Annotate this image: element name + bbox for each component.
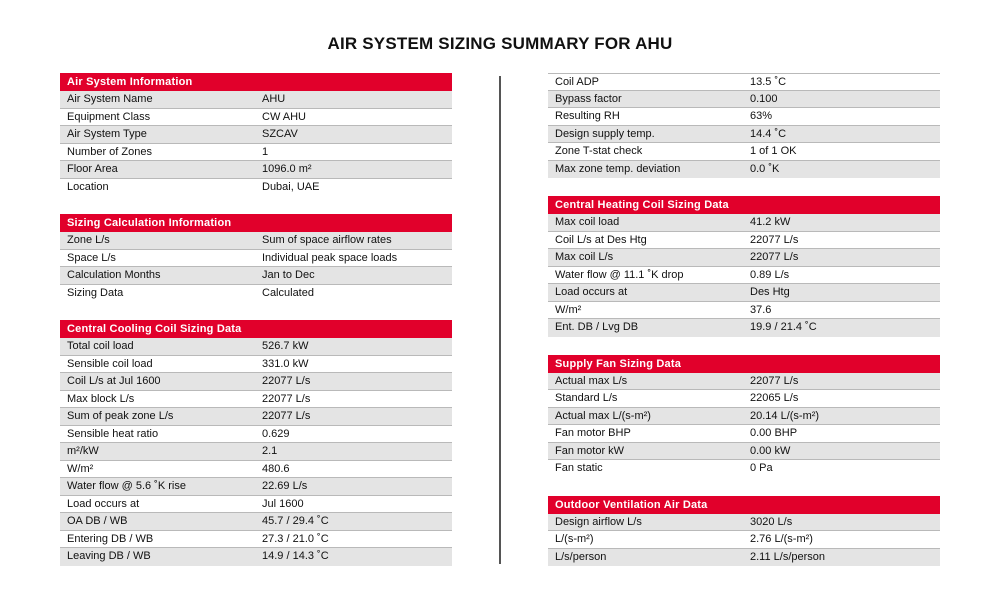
row-value: 2.1 [262,445,278,457]
row-label: Max coil load [555,216,620,228]
row-label: Leaving DB / WB [67,550,151,562]
row-label: Coil L/s at Des Htg [555,233,647,246]
table-row [60,531,452,549]
table-row [548,302,940,320]
table-row [60,161,452,179]
row-value: 22077 L/s [750,251,799,263]
row-label: Fan motor kW [555,444,625,457]
row-value: CW AHU [262,110,306,123]
row-value: 45.7 / 29.4 ˚C [262,515,329,527]
section-header: Sizing Calculation Information [60,214,452,232]
table-row [60,391,452,409]
row-value: 22077 L/s [262,392,311,405]
row-label: Zone T-stat check [555,145,643,157]
row-label: Coil L/s at Jul 1600 [67,375,161,387]
row-value: SZCAV [262,128,298,140]
row-value: 22077 L/s [262,410,311,422]
table-row [60,267,452,285]
row-label: Equipment Class [67,110,151,123]
row-label: Sizing Data [67,286,124,299]
row-label: Water flow @ 11.1 ˚K drop [555,268,684,281]
row-label: m²/kW [67,445,99,457]
row-value: Des Htg [750,286,790,298]
row-label: Design supply temp. [555,127,655,140]
row-label: Sensible coil load [67,357,153,370]
table-row [548,408,940,426]
row-value: Jul 1600 [262,497,304,510]
table-row [60,496,452,514]
table-row [548,425,940,443]
section-central-heating-coil-sizing-data [548,196,940,337]
row-value: 0.00 kW [750,444,791,457]
section-header: Outdoor Ventilation Air Data [548,496,940,514]
table-row [60,250,452,268]
section-header: Air System Information [60,73,452,91]
row-label: Bypass factor [555,92,622,105]
row-value: 20.14 L/(s-m²) [750,409,820,422]
row-value: 14.4 ˚C [750,127,787,140]
table-row [60,338,452,356]
table-row [548,267,940,285]
row-value: AHU [262,93,286,105]
row-value: 0.00 BHP [750,427,798,439]
row-label: Coil ADP [555,76,600,88]
row-label: Sum of peak zone L/s [67,410,174,422]
table-row [548,126,940,144]
table-row [548,284,940,302]
table-row [548,91,940,109]
table-row [548,549,940,567]
table-row [548,460,940,478]
row-value: 1 of 1 OK [750,145,797,157]
table-row [60,126,452,144]
row-value: Calculated [262,286,314,299]
section-header: Supply Fan Sizing Data [548,355,940,373]
row-value: 0.100 [750,92,778,105]
row-value: 41.2 kW [750,216,791,228]
row-value: 37.6 [750,303,772,316]
page-title: AIR SYSTEM SIZING SUMMARY FOR AHU [327,34,673,53]
row-value: 63% [750,110,773,122]
row-value: 480.6 [262,462,290,475]
row-value: Dubai, UAE [262,180,320,193]
row-value: 526.7 kW [262,340,309,352]
section-cooling-coil-continued [548,73,940,178]
row-value: Jan to Dec [262,269,315,281]
table-row [60,232,452,250]
row-value: 3020 L/s [750,515,793,528]
table-row [60,144,452,162]
table-row [60,373,452,391]
table-row [60,91,452,109]
row-label: Total coil load [67,340,134,352]
row-label: Fan motor BHP [555,427,631,439]
table-row [548,108,940,126]
table-row [60,513,452,531]
table-row [548,143,940,161]
table-row [548,249,940,267]
row-value: 1 [262,145,269,158]
row-label: Load occurs at [67,497,140,510]
table-row [548,214,940,232]
row-value: Sum of space airflow rates [262,234,392,246]
table-row [60,356,452,374]
row-label: Floor Area [67,163,118,175]
row-value: 13.5 ˚C [750,76,787,88]
row-label: Space L/s [67,251,116,264]
table-row [548,73,940,91]
right-column [548,73,940,566]
row-value: 0.629 [262,427,290,440]
row-label: Location [67,180,109,193]
row-label: Zone L/s [67,234,110,246]
row-label: Max zone temp. deviation [555,162,681,175]
row-value: 27.3 / 21.0 ˚C [262,532,329,545]
row-label: OA DB / WB [67,515,128,527]
row-label: Max block L/s [67,392,135,405]
row-value: 1096.0 m² [262,163,312,175]
row-label: Design airflow L/s [555,515,642,528]
row-value: 2.76 L/(s-m²) [750,533,813,545]
table-row [548,319,940,337]
row-value: 19.9 / 21.4 ˚C [750,321,817,333]
section-central-cooling-coil-sizing-data [60,320,452,566]
row-value: 22077 L/s [750,233,799,246]
row-label: W/m² [67,462,94,475]
row-label: Air System Name [67,93,153,105]
table-row [548,390,940,408]
table-row [60,443,452,461]
table-row [60,548,452,566]
row-label: Air System Type [67,128,147,140]
row-value: Individual peak space loads [262,251,398,264]
row-value: 331.0 kW [262,357,309,370]
row-value: 2.11 L/s/person [750,550,826,563]
row-label: Number of Zones [67,145,152,158]
row-value: 22077 L/s [262,375,311,387]
row-label: W/m² [555,303,582,316]
table-row [548,531,940,549]
column-divider [499,76,501,564]
table-row [60,426,452,444]
row-value: 22.69 L/s [262,480,308,492]
table-row [548,161,940,179]
row-label: Sensible heat ratio [67,427,159,440]
row-value: 0.0 ˚K [750,162,780,175]
section-outdoor-ventilation-air-data [548,496,940,567]
row-label: Calculation Months [67,269,161,281]
row-label: Max coil L/s [555,251,614,263]
row-label: Actual max L/s [555,374,628,387]
row-value: 0 Pa [750,462,773,474]
section-header: Central Heating Coil Sizing Data [548,196,940,214]
table-row [60,408,452,426]
table-row [548,443,940,461]
table-row [548,514,940,532]
row-value: 22065 L/s [750,392,799,404]
section-sizing-calculation-information [60,214,452,302]
row-label: Standard L/s [555,392,618,404]
table-row [548,232,940,250]
row-label: Entering DB / WB [67,532,154,545]
row-label: Resulting RH [555,110,620,122]
left-column [60,73,452,566]
table-row [60,285,452,303]
row-label: Actual max L/(s-m²) [555,409,651,422]
table-row [60,461,452,479]
table-row [60,179,452,197]
row-label: Load occurs at [555,286,628,298]
row-label: L/s/person [555,550,607,563]
section-header: Central Cooling Coil Sizing Data [60,320,452,338]
row-label: Ent. DB / Lvg DB [555,321,639,333]
row-value: 14.9 / 14.3 ˚C [262,550,329,562]
table-row [60,478,452,496]
row-value: 22077 L/s [750,374,799,387]
row-label: Fan static [555,462,603,474]
row-label: Water flow @ 5.6 ˚K rise [67,480,186,492]
table-row [60,109,452,127]
section-air-system-information [60,73,452,196]
section-supply-fan-sizing-data [548,355,940,478]
row-value: 0.89 L/s [750,268,790,281]
row-label: L/(s-m²) [555,533,594,545]
table-row [548,373,940,391]
